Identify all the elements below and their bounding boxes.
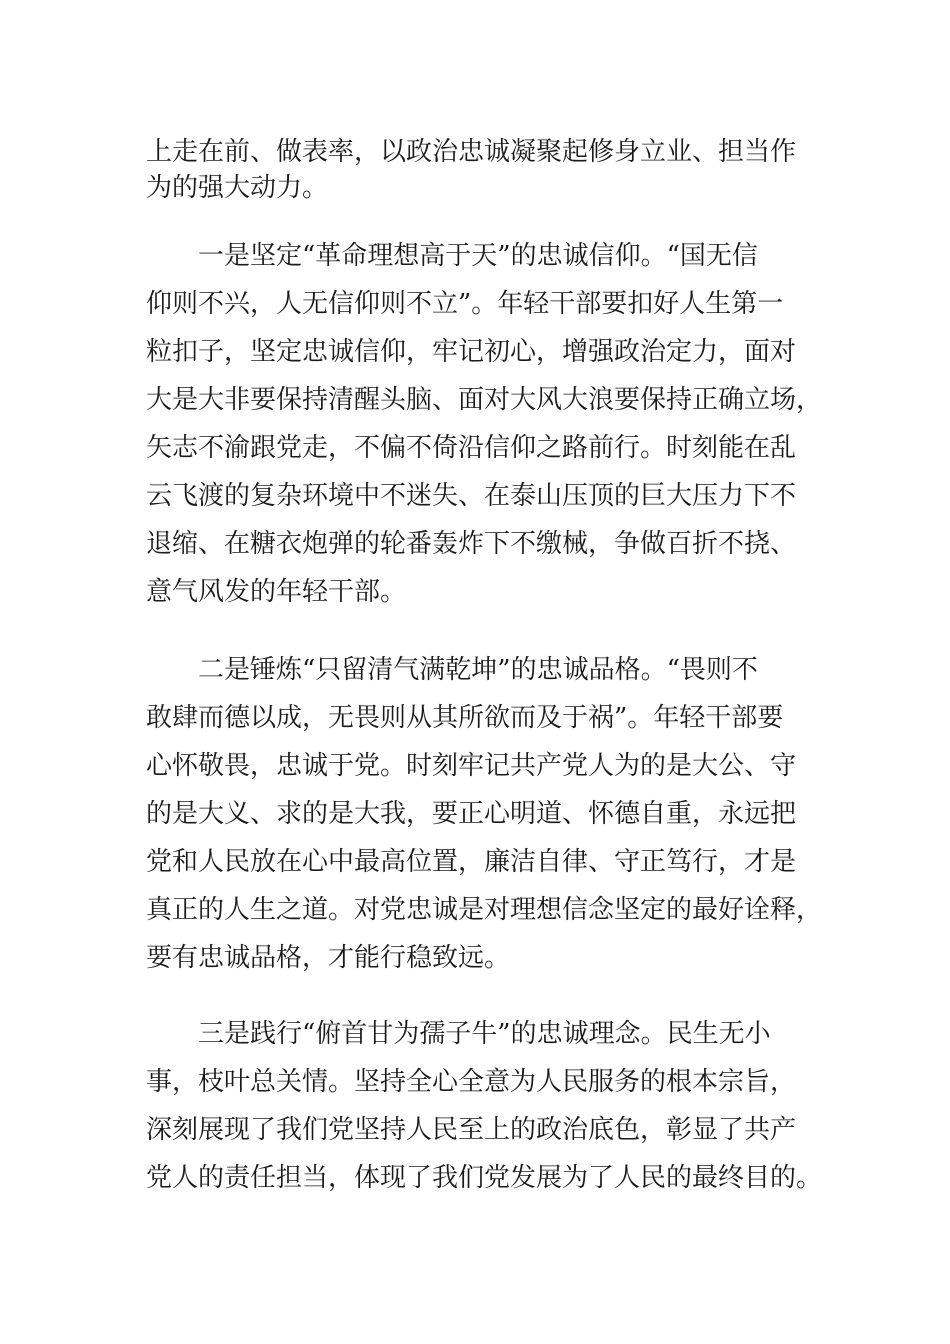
text-line: 仰则不兴，人无信仰则不立”。年轻干部要扣好人生第一 [146, 289, 784, 319]
text-line: 三是践行“俯首甘为孺子牛”的忠诚理念。民生无小 [146, 1019, 771, 1049]
text-line: 云飞渡的复杂环境中不迷失、在泰山压顶的巨大压力下不 [146, 481, 797, 511]
text-line: 的是大义、求的是大我，要正心明道、怀德自重，永远把 [146, 799, 797, 829]
text-line: 意气风发的年轻干部。 [146, 577, 407, 607]
text-line: 大是大非要保持清醒头脑、面对大风大浪要保持正确立场， [146, 385, 823, 415]
text-line: 党人的责任担当，体现了我们党发展为了人民的最终目的。 [146, 1163, 823, 1193]
text-line: 深刻展现了我们党坚持人民至上的政治底色，彰显了共产 [146, 1115, 797, 1145]
text-line: 为的强大动力。 [146, 173, 329, 203]
text-line: 心怀敬畏，忠诚于党。时刻牢记共产党人为的是大公、守 [146, 751, 797, 781]
text-line: 事，枝叶总关情。坚持全心全意为人民服务的根本宗旨， [146, 1067, 797, 1097]
text-line: 一是坚定“革命理想高于天”的忠诚信仰。“国无信 [146, 241, 758, 271]
text-line: 二是锤炼“只留清气满乾坤”的忠诚品格。“畏则不 [146, 655, 758, 685]
text-line: 退缩、在糖衣炮弹的轮番轰炸下不缴械，争做百折不挠、 [146, 529, 797, 559]
text-line: 矢志不渝跟党走，不偏不倚沿信仰之路前行。时刻能在乱 [146, 433, 797, 463]
text-line: 粒扣子，坚定忠诚信仰，牢记初心，增强政治定力，面对 [146, 337, 797, 367]
text-line: 要有忠诚品格，才能行稳致远。 [146, 943, 511, 973]
text-line: 党和人民放在心中最高位置，廉洁自律、守正笃行，才是 [146, 847, 797, 877]
text-line: 上走在前、做表率，以政治忠诚凝聚起修身立业、担当作 [146, 137, 797, 167]
text-line: 敢肆而德以成，无畏则从其所欲而及于祸”。年轻干部要 [146, 703, 784, 733]
text-line: 真正的人生之道。对党忠诚是对理想信念坚定的最好诠释， [146, 895, 823, 925]
